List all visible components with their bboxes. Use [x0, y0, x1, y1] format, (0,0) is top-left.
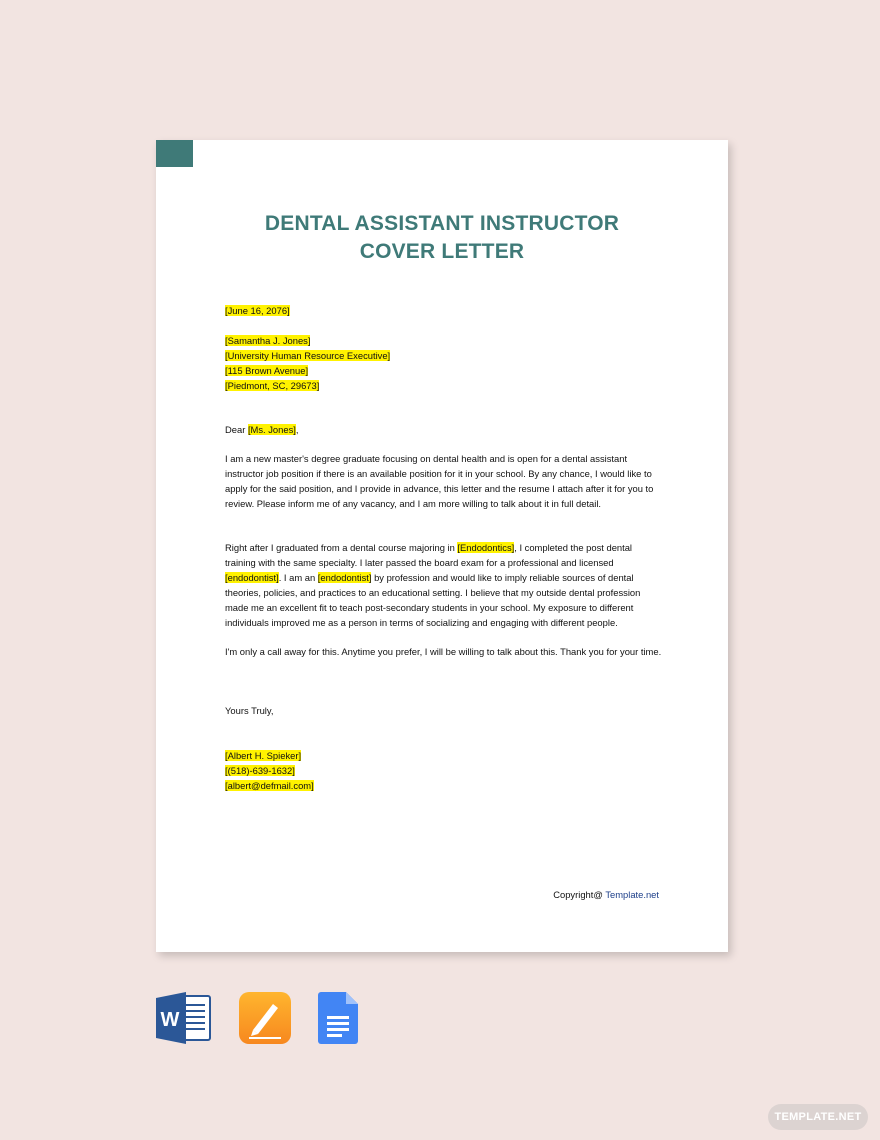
paragraph-1: [225, 451, 665, 511]
copyright-brand-link[interactable]: Template.net: [605, 889, 659, 900]
paragraph-2-part-3: . I am an: [278, 572, 318, 583]
sender-email: [albert@defmail.com]: [225, 780, 314, 791]
paragraph-2-text: [225, 540, 665, 630]
recipient-city: [Piedmont, SC, 29673]: [225, 380, 320, 391]
recipient-position: [University Human Resource Executive]: [225, 350, 391, 361]
paragraph-3-text: I'm only a call away for this. Anytime you prefer, I will be willing to talk about this. Thank you for your time.: [225, 646, 662, 657]
salutation-name: [Ms. Jones]: [247, 424, 296, 435]
recipient-name: [Samantha J. Jones]: [225, 335, 311, 346]
svg-text:W: W: [160, 1009, 180, 1031]
template-net-watermark: TEMPLATE.NET: [768, 1104, 868, 1130]
sender-signature: [225, 748, 665, 793]
recipient-address: [225, 333, 665, 393]
paragraph-3: [225, 644, 665, 659]
recipient-street: [115 Brown Avenue]: [225, 365, 309, 376]
copyright-prefix: Copyright@: [553, 889, 606, 900]
corner-accent: [156, 140, 193, 167]
title-line-1: DENTAL ASSISTANT INSTRUCTOR: [264, 212, 620, 235]
paragraph-2-part-2: , I completed the post dental training with the same specialty. I later passed the board exam for a professional and licensed: [225, 542, 633, 568]
closing: [225, 703, 665, 718]
salutation-prefix: Dear: [225, 424, 248, 435]
date: [225, 303, 665, 318]
sender-phone: [(518)-639-1632]: [225, 765, 295, 776]
title-line-2: COVER LETTER: [359, 240, 525, 263]
copyright: [553, 889, 659, 900]
highlight-endodontist-2: [endodontist]: [317, 572, 372, 583]
pages-icon[interactable]: [239, 992, 291, 1049]
paragraph-1-text: I am a new master's degree graduate focusing on dental health and is open for a dental assistant instructor job position if there is an available position for it in your school. By any chance, I would like to apply for the said position, and I provide in advance, this letter and the resume I attach after it for you to review. Please inform me of any vacancy, and I am more willing to talk about it in full detail.: [225, 453, 654, 509]
document-page: [156, 140, 728, 952]
highlight-endodontist-1: [endodontist]: [225, 572, 279, 583]
google-docs-icon[interactable]: [318, 992, 358, 1049]
word-icon[interactable]: [156, 992, 212, 1049]
paragraph-2-part-1: Right after I graduated from a dental course majoring in: [225, 542, 458, 553]
paragraph-2: [225, 540, 665, 630]
closing-text: Yours Truly,: [225, 705, 274, 716]
highlight-endodontics: [Endodontics]: [457, 542, 515, 553]
paragraph-2-part-4: by profession and would like to imply reliable sources of dental theories, policies, and practices to an educational setting. I believe that my outside dental profession made me an excellent fit to teach post-secondary students in your school. My exposure to different individuals improved me as a person in terms of socializing and engaging with different people.: [225, 572, 641, 628]
document-title: [156, 210, 728, 266]
salutation: [225, 422, 665, 437]
date-text: [June 16, 2076]: [225, 305, 290, 316]
sender-name: [Albert H. Spieker]: [225, 750, 302, 761]
salutation-suffix: ,: [295, 424, 299, 435]
